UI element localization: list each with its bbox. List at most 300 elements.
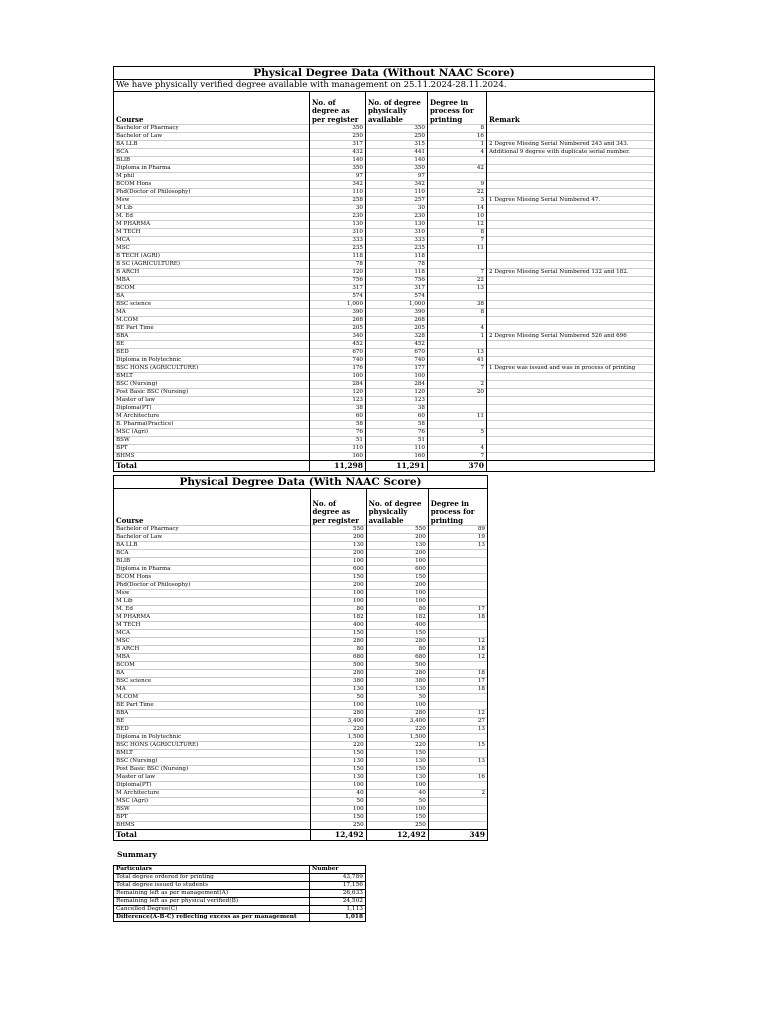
cell-printing: 38	[428, 301, 487, 309]
cell-printing	[428, 822, 487, 830]
cell-printing: 16	[428, 774, 487, 782]
cell-physical: 58	[366, 421, 428, 429]
table-row	[114, 734, 488, 742]
table-row	[114, 149, 655, 157]
cell-physical: 550	[366, 526, 428, 534]
cell-course: BCOM Hons	[114, 574, 311, 582]
total-label: Total	[114, 461, 310, 472]
cell-physical: 333	[366, 237, 428, 245]
summary-row	[114, 890, 366, 898]
cell-register: 150	[310, 630, 366, 638]
table-row	[114, 774, 488, 782]
cell-register: 140	[310, 157, 366, 165]
cell-printing: 15	[428, 742, 487, 750]
cell-register: 284	[310, 381, 366, 389]
cell-course: Bachelor of Law	[114, 534, 311, 542]
cell-physical: 284	[366, 381, 428, 389]
cell-register: 100	[310, 558, 366, 566]
cell-printing	[428, 798, 487, 806]
table-row	[114, 269, 655, 277]
cell-printing: 1	[428, 141, 487, 149]
table-row	[114, 253, 655, 261]
cell-printing: 13	[428, 758, 487, 766]
cell-physical: 257	[366, 197, 428, 205]
cell-physical: 390	[366, 309, 428, 317]
cell-printing	[428, 782, 487, 790]
cell-printing: 22	[428, 189, 487, 197]
table-row	[114, 341, 655, 349]
cell-course: MSC	[114, 245, 310, 253]
cell-course: Master of law	[114, 774, 311, 782]
table-row	[114, 710, 488, 718]
cell-remark	[487, 445, 655, 453]
table-row	[114, 277, 655, 285]
summary-number: 43,789	[310, 874, 366, 882]
cell-remark	[487, 253, 655, 261]
cell-physical: 280	[366, 638, 428, 646]
table-row	[114, 542, 488, 550]
cell-physical: 130	[366, 774, 428, 782]
table-row	[114, 646, 488, 654]
cell-register: 182	[310, 614, 366, 622]
cell-remark: Additional 9 degree with duplicate serial number.	[487, 149, 655, 157]
cell-register: 280	[310, 670, 366, 678]
cell-course: M Lib	[114, 598, 311, 606]
cell-course: Master of law	[114, 397, 310, 405]
cell-physical: 342	[366, 181, 428, 189]
cell-course: MSC (Agri)	[114, 429, 310, 437]
cell-printing: 13	[428, 726, 487, 734]
table-row	[114, 437, 655, 445]
cell-course: BMLT	[114, 373, 310, 381]
table-row	[114, 205, 655, 213]
cell-register: 97	[310, 173, 366, 181]
cell-physical: 130	[366, 758, 428, 766]
cell-physical: 3,400	[366, 718, 428, 726]
cell-register: 160	[310, 453, 366, 461]
cell-remark	[487, 341, 655, 349]
cell-course: BSC (Nursing)	[114, 381, 310, 389]
cell-physical: 123	[366, 397, 428, 405]
cell-physical: 150	[366, 630, 428, 638]
table1-subtitle: We have physically verified degree available with management on 25.11.2024-28.11.2024.	[114, 80, 655, 92]
cell-register: 150	[310, 574, 366, 582]
table-row	[114, 806, 488, 814]
table-row	[114, 373, 655, 381]
cell-register: 150	[310, 766, 366, 774]
cell-remark	[487, 173, 655, 181]
cell-course: Diploma(PT)	[114, 782, 311, 790]
table-row	[114, 670, 488, 678]
cell-printing: 13	[428, 542, 487, 550]
cell-course: BCOM	[114, 662, 311, 670]
table-row	[114, 614, 488, 622]
cell-course: BE	[114, 718, 311, 726]
cell-course: BA LLB	[114, 141, 310, 149]
cell-printing: 18	[428, 614, 487, 622]
cell-register: 123	[310, 397, 366, 405]
cell-printing: 18	[428, 646, 487, 654]
cell-course: BLIB	[114, 558, 311, 566]
col-register: No. of degree as per register	[310, 489, 366, 526]
cell-printing: 19	[428, 534, 487, 542]
table-row	[114, 245, 655, 253]
cell-register: 350	[310, 165, 366, 173]
cell-printing: 4	[428, 325, 487, 333]
cell-register: 574	[310, 293, 366, 301]
cell-physical: 100	[366, 373, 428, 381]
table-row	[114, 766, 488, 774]
table-row	[114, 421, 655, 429]
cell-printing: 17	[428, 606, 487, 614]
cell-physical: 310	[366, 229, 428, 237]
cell-physical: 328	[366, 333, 428, 341]
cell-printing	[428, 622, 487, 630]
cell-remark	[487, 453, 655, 461]
cell-course: BCA	[114, 149, 310, 157]
total-register: 12,492	[310, 830, 366, 841]
cell-course: BSC science	[114, 678, 311, 686]
cell-remark	[487, 325, 655, 333]
cell-physical: 200	[366, 550, 428, 558]
cell-printing	[428, 421, 487, 429]
cell-printing: 4	[428, 149, 487, 157]
cell-remark	[487, 317, 655, 325]
cell-course: Bachelor of Pharmacy	[114, 526, 311, 534]
cell-physical: 220	[366, 742, 428, 750]
cell-printing	[428, 630, 487, 638]
cell-register: 130	[310, 758, 366, 766]
cell-physical: 100	[366, 590, 428, 598]
cell-printing	[428, 397, 487, 405]
cell-register: 150	[310, 750, 366, 758]
cell-physical: 280	[366, 710, 428, 718]
cell-remark: 1 Degree was issued and was in process of printing	[487, 365, 655, 373]
cell-remark	[487, 357, 655, 365]
cell-physical: 100	[366, 782, 428, 790]
cell-printing: 2	[428, 790, 487, 798]
cell-course: BLIB	[114, 157, 310, 165]
cell-physical: 110	[366, 445, 428, 453]
cell-printing	[428, 550, 487, 558]
cell-register: 550	[310, 526, 366, 534]
summary-particular: Difference(A-B-C) reflecting excess as per management	[114, 914, 310, 922]
cell-course: BMLT	[114, 750, 311, 758]
cell-printing: 3	[428, 197, 487, 205]
total-printing: 349	[428, 830, 487, 841]
cell-register: 30	[310, 205, 366, 213]
cell-register: 80	[310, 646, 366, 654]
table-row	[114, 694, 488, 702]
cell-remark	[487, 429, 655, 437]
cell-register: 130	[310, 542, 366, 550]
cell-remark	[487, 125, 655, 133]
table-row	[114, 141, 655, 149]
table-row	[114, 526, 488, 534]
cell-register: 51	[310, 437, 366, 445]
cell-register: 340	[310, 333, 366, 341]
cell-register: 50	[310, 798, 366, 806]
cell-physical: 280	[366, 670, 428, 678]
summary-difference-row	[114, 914, 366, 922]
cell-printing	[428, 702, 487, 710]
cell-remark	[487, 133, 655, 141]
table-row	[114, 429, 655, 437]
cell-register: 600	[310, 566, 366, 574]
cell-register: 310	[310, 229, 366, 237]
table-row	[114, 165, 655, 173]
cell-register: 756	[310, 277, 366, 285]
col-number: Number	[310, 866, 366, 874]
table-row	[114, 389, 655, 397]
cell-register: 110	[310, 445, 366, 453]
cell-register: 76	[310, 429, 366, 437]
cell-register: 400	[310, 622, 366, 630]
table-row	[114, 405, 655, 413]
cell-remark	[487, 237, 655, 245]
cell-course: B SC (AGRICULTURE)	[114, 261, 310, 269]
cell-course: BED	[114, 726, 311, 734]
cell-remark: 2 Degree Missing Serial Numbered 526 and 696	[487, 333, 655, 341]
table-row	[114, 702, 488, 710]
cell-physical: 30	[366, 205, 428, 213]
cell-printing: 22	[428, 277, 487, 285]
cell-register: 100	[310, 782, 366, 790]
cell-register: 317	[310, 141, 366, 149]
cell-physical: 118	[366, 269, 428, 277]
cell-physical: 120	[366, 389, 428, 397]
table-row	[114, 814, 488, 822]
summary-number: 24,502	[310, 898, 366, 906]
cell-remark	[487, 293, 655, 301]
cell-remark	[487, 181, 655, 189]
cell-printing	[428, 806, 487, 814]
cell-register: 250	[310, 822, 366, 830]
cell-register: 220	[310, 742, 366, 750]
cell-physical: 100	[366, 598, 428, 606]
cell-physical: 200	[366, 534, 428, 542]
cell-register: 452	[310, 341, 366, 349]
cell-remark	[487, 229, 655, 237]
table-without-naac	[113, 66, 655, 472]
cell-physical: 756	[366, 277, 428, 285]
table-row	[114, 157, 655, 165]
cell-printing: 7	[428, 237, 487, 245]
cell-printing	[428, 173, 487, 181]
table-row	[114, 301, 655, 309]
cell-printing: 18	[428, 670, 487, 678]
table-row	[114, 197, 655, 205]
cell-printing	[428, 293, 487, 301]
cell-register: 280	[310, 638, 366, 646]
cell-course: M. Ed	[114, 213, 310, 221]
cell-course: M Architecture	[114, 413, 310, 421]
summary-row	[114, 874, 366, 882]
cell-physical: 80	[366, 646, 428, 654]
summary-number: 1,113	[310, 906, 366, 914]
cell-course: Diploma in Pharma	[114, 566, 311, 574]
cell-remark	[487, 437, 655, 445]
cell-remark	[487, 261, 655, 269]
cell-register: 333	[310, 237, 366, 245]
cell-printing: 2	[428, 381, 487, 389]
summary-number: 1,018	[310, 914, 366, 922]
cell-register: 150	[310, 814, 366, 822]
cell-remark	[487, 373, 655, 381]
table-row	[114, 574, 488, 582]
table-row	[114, 654, 488, 662]
cell-course: BED	[114, 349, 310, 357]
cell-remark	[487, 349, 655, 357]
table-row	[114, 173, 655, 181]
cell-remark	[487, 213, 655, 221]
cell-physical: 670	[366, 349, 428, 357]
table-row	[114, 133, 655, 141]
cell-physical: 118	[366, 253, 428, 261]
cell-printing	[428, 261, 487, 269]
cell-remark	[487, 405, 655, 413]
summary-row	[114, 898, 366, 906]
cell-register: 350	[310, 125, 366, 133]
cell-register: 40	[310, 790, 366, 798]
cell-register: 500	[310, 662, 366, 670]
cell-course: B TECH (AGRI)	[114, 253, 310, 261]
cell-printing: 11	[428, 413, 487, 421]
cell-physical: 574	[366, 293, 428, 301]
cell-course: M PHARMA	[114, 221, 310, 229]
cell-course: MA	[114, 309, 310, 317]
cell-course: Diploma in Polytechnic	[114, 734, 311, 742]
cell-remark	[487, 309, 655, 317]
cell-printing	[428, 253, 487, 261]
cell-physical: 100	[366, 702, 428, 710]
cell-printing: 17	[428, 678, 487, 686]
cell-remark: 2 Degree Missing Serial Numbered 132 and 182.	[487, 269, 655, 277]
cell-printing	[428, 437, 487, 445]
summary-number: 17,156	[310, 882, 366, 890]
cell-course: BE Part Time	[114, 325, 310, 333]
cell-physical: 600	[366, 566, 428, 574]
table-row	[114, 638, 488, 646]
summary-particular: Total degree issued to students	[114, 882, 310, 890]
cell-printing	[428, 341, 487, 349]
total-label: Total	[114, 830, 311, 841]
cell-course: BSW	[114, 806, 311, 814]
cell-course: Bachelor of Pharmacy	[114, 125, 310, 133]
cell-course: MSC (Agri)	[114, 798, 311, 806]
table-row	[114, 181, 655, 189]
cell-physical: 150	[366, 814, 428, 822]
table-row	[114, 822, 488, 830]
cell-course: M TECH	[114, 229, 310, 237]
table-row	[114, 590, 488, 598]
table-row	[114, 534, 488, 542]
cell-printing: 27	[428, 718, 487, 726]
table-row	[114, 349, 655, 357]
cell-physical: 51	[366, 437, 428, 445]
table-row	[114, 365, 655, 373]
cell-printing: 16	[428, 133, 487, 141]
cell-physical: 250	[366, 822, 428, 830]
cell-printing: 12	[428, 221, 487, 229]
cell-course: BA	[114, 670, 311, 678]
cell-register: 670	[310, 349, 366, 357]
cell-course: M Lib	[114, 205, 310, 213]
cell-physical: 130	[366, 221, 428, 229]
cell-register: 390	[310, 309, 366, 317]
cell-course: MSC	[114, 638, 311, 646]
cell-course: Diploma(PT)	[114, 405, 310, 413]
cell-physical: 40	[366, 790, 428, 798]
cell-physical: 150	[366, 766, 428, 774]
cell-course: Diploma in Pharma	[114, 165, 310, 173]
cell-course: BSC science	[114, 301, 310, 309]
cell-register: 120	[310, 389, 366, 397]
cell-printing: 18	[428, 686, 487, 694]
cell-physical: 100	[366, 806, 428, 814]
cell-printing: 5	[428, 429, 487, 437]
cell-register: 205	[310, 325, 366, 333]
cell-physical: 1,500	[366, 734, 428, 742]
cell-register: 1,000	[310, 301, 366, 309]
cell-printing: 7	[428, 365, 487, 373]
cell-course: BHMS	[114, 822, 311, 830]
cell-physical: 230	[366, 213, 428, 221]
cell-register: 342	[310, 181, 366, 189]
table-row	[114, 285, 655, 293]
table-row	[114, 333, 655, 341]
cell-register: 100	[310, 590, 366, 598]
cell-physical: 60	[366, 413, 428, 421]
cell-course: MA	[114, 686, 311, 694]
col-course: Course	[114, 489, 311, 526]
cell-course: BSW	[114, 437, 310, 445]
cell-course: Post Basic BSC (Nursing)	[114, 766, 311, 774]
table-row	[114, 189, 655, 197]
total-register: 11,298	[310, 461, 366, 472]
table1-title: Physical Degree Data (Without NAAC Score)	[114, 67, 655, 80]
cell-register: 100	[310, 373, 366, 381]
cell-course: BSC (Nursing)	[114, 758, 311, 766]
summary-title: Summary	[117, 850, 157, 859]
table-row	[114, 261, 655, 269]
col-printing: Degree in process for printing	[428, 489, 487, 526]
cell-register: 280	[310, 710, 366, 718]
cell-remark	[487, 397, 655, 405]
cell-printing	[428, 590, 487, 598]
cell-physical: 78	[366, 261, 428, 269]
table-row	[114, 229, 655, 237]
cell-register: 50	[310, 694, 366, 702]
cell-register: 680	[310, 654, 366, 662]
cell-course: Bachelor of Law	[114, 133, 310, 141]
table-row	[114, 357, 655, 365]
cell-course: BA LLB	[114, 542, 311, 550]
cell-printing	[428, 814, 487, 822]
cell-physical: 441	[366, 149, 428, 157]
cell-physical: 268	[366, 317, 428, 325]
cell-physical: 38	[366, 405, 428, 413]
cell-physical: 100	[366, 558, 428, 566]
cell-register: 3,400	[310, 718, 366, 726]
cell-physical: 76	[366, 429, 428, 437]
cell-printing: 12	[428, 710, 487, 718]
cell-printing	[428, 662, 487, 670]
table-row	[114, 317, 655, 325]
cell-physical: 140	[366, 157, 428, 165]
cell-course: MBA	[114, 654, 311, 662]
summary-number: 26,633	[310, 890, 366, 898]
